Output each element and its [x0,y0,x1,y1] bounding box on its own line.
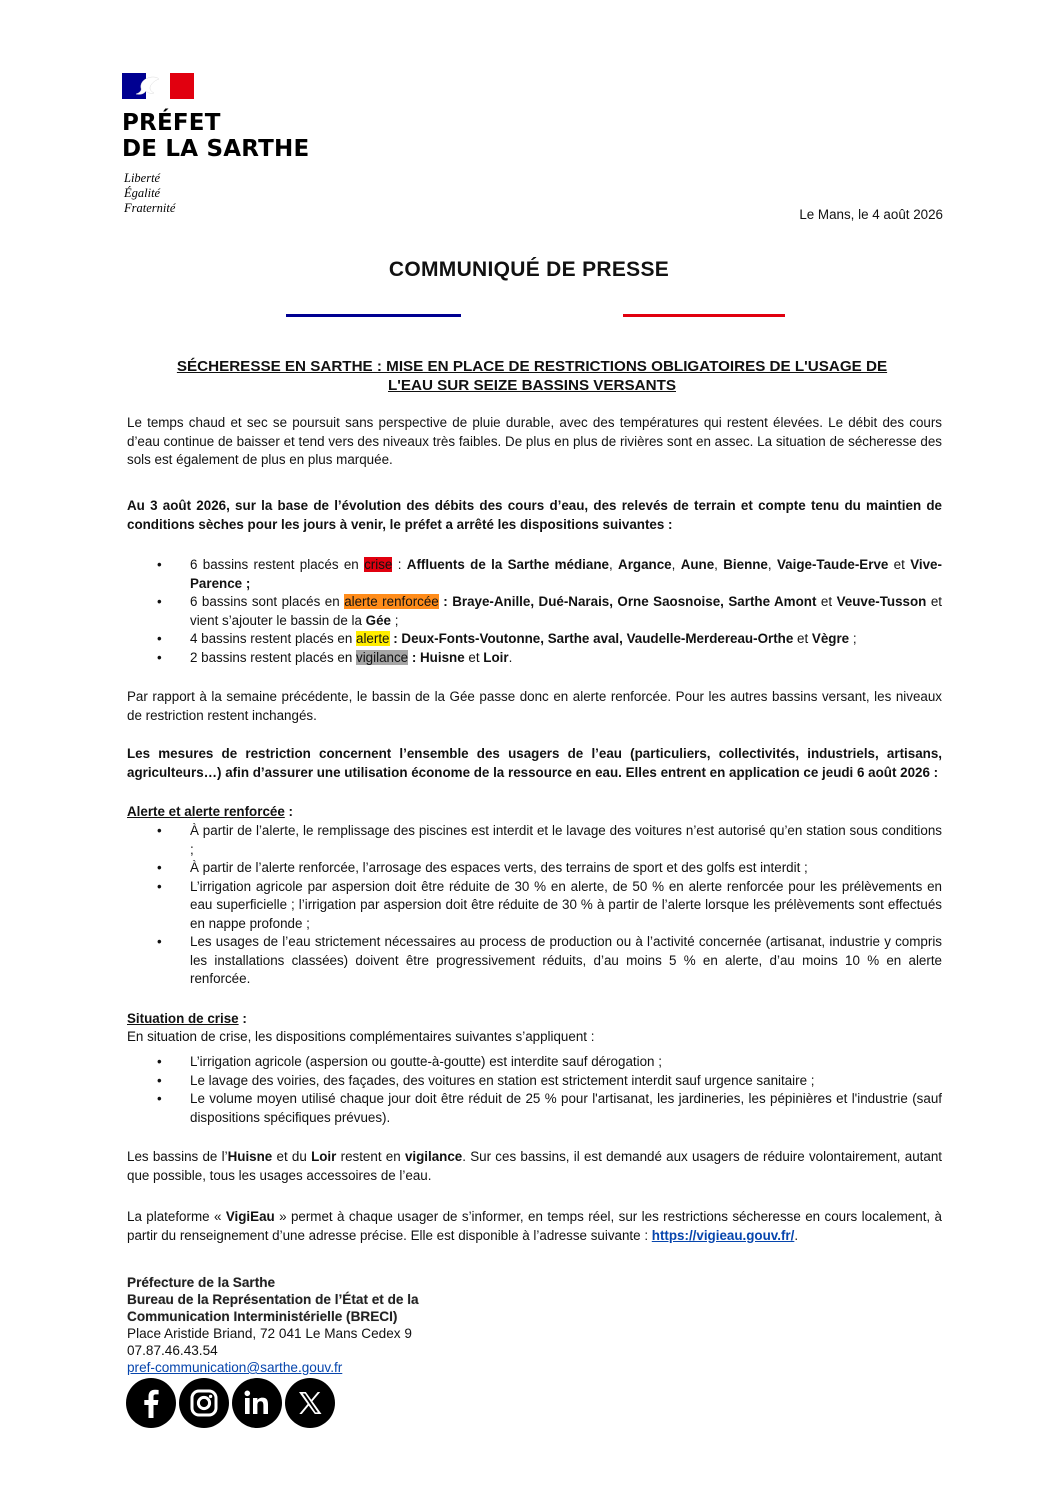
decision-paragraph: Au 3 août 2026, sur la base de l’évolution des débits des cours d’eau, des relevés de terrain et compte tenu du maintien de conditions sèches pour les jours à venir, le préfet a arrêté les dispositions suivantes : [127,498,942,532]
sep: et [888,557,911,572]
basin-name: Vègre [811,631,850,646]
basin-name: Aune [680,557,715,572]
section-heading-text: Situation de crise [127,1011,239,1026]
intro-paragraph: Le temps chaud et sec se poursuit sans perspective de pluie durable, avec des températures qui restent élevées. Le débit des cours d’eau continue de baisser et tend vers des niveaux très faibles. De plus en plus de rivières sont en assec. La situation de sécheresse des sols est également de plus en plus marquée. [127,415,942,467]
phone: 07.87.46.43.54 [127,1343,218,1358]
levels-list [127,556,942,667]
sep: ; [390,612,399,628]
basin-name: Vive-Parence ; [190,557,942,591]
sep: : [438,594,453,609]
sep: : [238,1011,247,1026]
basin-name: Huisne [227,1149,273,1164]
list-item: • Le volume moyen utilisé chaque jour doit être réduit de 25 % pour l'artisanat, les jardineries, les pépinières et l'industrie (sauf dispositions spécifiques prévues). [127,1090,942,1127]
text: et du [272,1149,312,1164]
prefect-name [122,110,309,162]
basin-name: Gée [365,612,391,628]
crisis-section-heading [127,1010,942,1029]
sep: : [284,804,293,819]
level-item-vigilance [127,649,942,668]
motto-fraternite: Fraternité [124,201,176,215]
basin-name: Huisne [420,649,465,665]
social-links [126,1378,335,1428]
email-link[interactable]: pref-communication@sarthe.gouv.fr [127,1360,343,1375]
marianne-icon [132,75,162,97]
republic-motto [124,171,175,216]
level-name: vigilance [404,1149,463,1164]
vigieau-link[interactable]: https://vigieau.gouv.fr/ [651,1227,795,1243]
level-prefix: 6 bassins sont placés en [190,594,345,609]
org-bureau: Bureau de la Représentation de l’État et de la [127,1292,419,1307]
level-badge-alerte-renforcee: alerte renforcée [344,594,439,609]
vigilance-paragraph [127,1148,942,1185]
basin-name: Braye-Anille, Dué-Narais, Orne Saosnoise, Sarthe Amont [452,594,817,609]
instagram-icon[interactable] [179,1378,229,1428]
level-prefix: 2 bassins restent placés en [190,649,356,665]
sep: : [408,649,421,665]
document-title: COMMUNIQUÉ DE PRESSE [388,258,670,281]
list-item: • À partir de l’alerte, le remplissage des piscines est interdit et le lavage des voitures n’est autorisé qu’en station sous conditions ; [127,822,942,859]
sep: , [671,557,681,572]
list-item: • À partir de l’alerte renforcée, l’arrosage des espaces verts, des terrains de sport et des golfs est interdit ; [127,859,942,878]
text: . Sur ces bassins, il est demandé aux usagers de réduire volontairement, autant que possible, tous les usages accessoires de l’eau. [127,1149,942,1183]
prefect-line1: PRÉFET [122,110,221,136]
x-icon[interactable] [285,1378,335,1428]
alert-measures-list [127,822,942,989]
crisis-intro: En situation de crise, les dispositions complémentaires suivantes s’appliquent : [127,1029,595,1044]
headline [122,357,942,395]
level-badge-alerte: alerte [356,631,390,646]
blue-divider [286,314,461,317]
sep: et [464,649,484,665]
sep: . [508,649,513,665]
facebook-icon[interactable] [126,1378,176,1428]
contact-block [127,1274,419,1376]
republic-logo [122,73,194,99]
sep: , [767,557,777,572]
vigieau-paragraph [127,1208,942,1245]
org-name: Préfecture de la Sarthe [127,1275,276,1290]
platform-name: VigiEau [225,1209,275,1224]
sep: , [608,557,619,572]
level-prefix: 4 bassins restent placés en [190,631,356,646]
measures-paragraph: Les mesures de restriction concernent l’ensemble des usagers de l’eau (particuliers, collectivités, industriels, artisans, agriculteurs…) afin d’assurer une utilisation économe de la ressource en eau. Elles entrent en application ce jeudi 6 août 2026 : [127,746,942,780]
linkedin-icon[interactable] [232,1378,282,1428]
level-item-alerte-renforcee [127,593,942,630]
text: » permet à chaque usager de s’informer, en temps réel, sur les restrictions sécheresse en cours localement, à partir du renseignement d’une adresse précise. Elle est disponible à l’adresse suivante : [127,1209,942,1243]
sep: : [389,631,402,646]
level-item-alerte [127,630,942,649]
date-line: Le Mans, le 4 août 2026 [799,207,943,222]
basin-name: Affluents de la Sarthe médiane [406,557,609,572]
red-divider [623,314,785,317]
list-item: • Le lavage des voiries, des façades, des voitures en station est strictement interdit sauf urgence sanitaire ; [127,1072,942,1091]
basin-name: Loir [483,649,509,665]
sep: et [816,594,837,609]
text: La plateforme « [127,1209,226,1224]
alert-section-heading [127,803,942,822]
level-prefix: 6 bassins restent placés en [190,557,365,572]
motto-egalite: Égalité [124,186,161,200]
list-item: • L’irrigation agricole par aspersion doit être réduite de 30 % en alerte, de 50 % en alerte renforcée pour les prélèvements en eau superficielle ; l’irrigation par aspersion doit être réduite de 30 % à partir de l’alerte lorsque les prélèvements sont effectués en nappe profonde ; [127,878,942,934]
address: Place Aristide Briand, 72 041 Le Mans Cedex 9 [127,1326,412,1341]
basin-name: Deux-Fonts-Voutonne, Sarthe aval, Vaudelle-Merdereau-Orthe [401,631,794,646]
section-heading-text: Alerte et alerte renforcée [127,804,285,819]
basin-name: Vaige-Taude-Erve [776,557,889,572]
comparison-paragraph: Par rapport à la semaine précédente, le bassin de la Gée passe donc en alerte renforcée. Pour les autres bassins versant, les niveaux de restriction restent inchangés. [127,689,942,723]
basin-name: Argance [618,557,672,572]
list-item: • L’irrigation agricole (aspersion ou goutte-à-goutte) est interdite sauf dérogation ; [127,1053,942,1072]
level-item-crise [127,556,942,593]
headline-line2: L'EAU SUR SEIZE BASSINS VERSANTS [388,377,676,394]
basin-name: Loir [311,1149,337,1164]
list-item: • Les usages de l’eau strictement nécessaires au process de production ou à l’activité concernée (artisanat, industrie y compris les installations classées) doivent être progressivement réduits, d’au moins 5 % en alerte, d’au moins 10 % en alerte renforcée. [127,933,942,989]
prefect-line2: DE LA SARTHE [122,136,310,162]
basin-name: Veuve-Tusson [836,594,927,609]
text: Les bassins de l’ [127,1149,228,1164]
sep: : [392,557,407,572]
basin-name: Bienne [723,557,768,572]
sep: et [793,631,812,646]
org-bureau-cont: Communication Interministérielle (BRECI) [127,1309,398,1324]
level-suffix: et vient s’ajouter le bassin de la [190,594,943,628]
level-badge-vigilance: vigilance [356,649,409,665]
crisis-measures-list [127,1053,942,1127]
level-badge-crise: crise [364,557,393,572]
motto-liberte: Liberté [124,171,161,185]
text: . [794,1227,799,1243]
sep: , [714,557,724,572]
sep: ; [849,631,857,646]
text: restent en [336,1149,405,1164]
headline-line1: SÉCHERESSE EN SARTHE : MISE EN PLACE DE RESTRICTIONS OBLIGATOIRES DE L'USAGE DE [176,358,888,375]
